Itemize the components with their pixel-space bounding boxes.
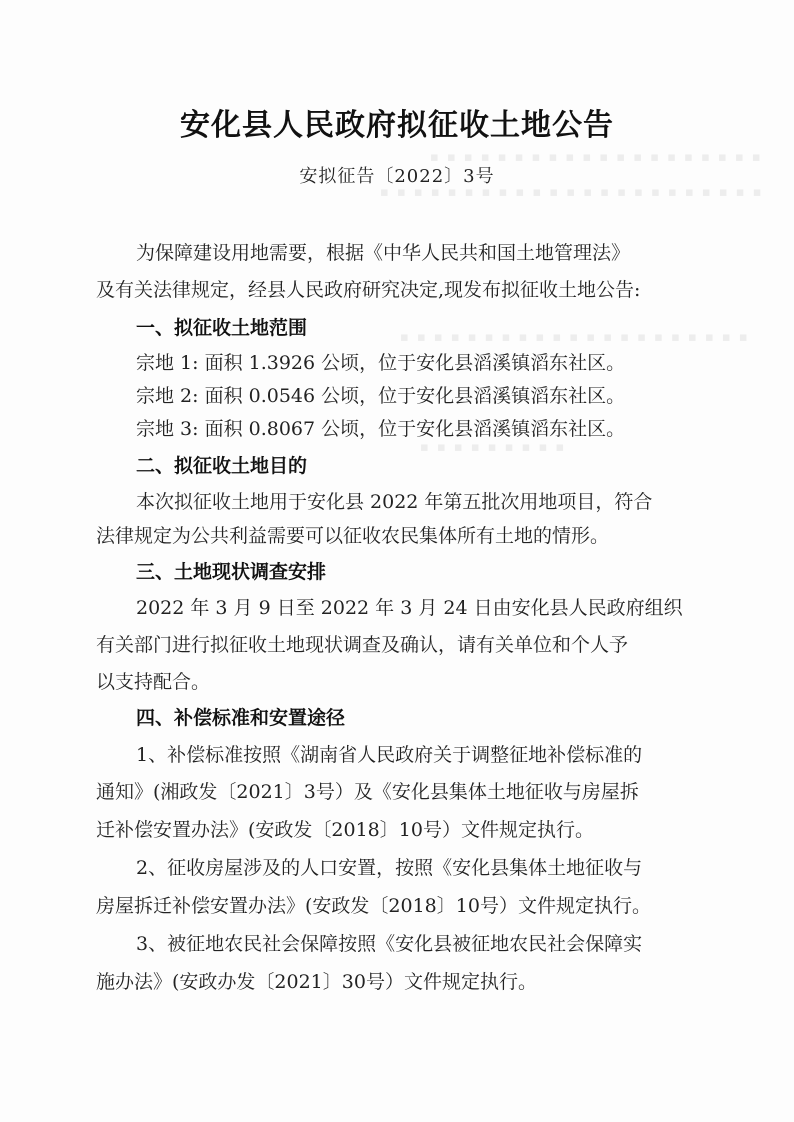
bleed-through-mark: ▪ ▪ ▪ ▪ ▪ ▪ ▪ ▪ ▪ ▪ ▪ ▪ ▪ ▪ ▪ ▪ ▪ ▪ ▪ ▪ ▪ ▪ ▪ [380, 185, 764, 200]
section-4-p1-line-1: 1、补偿标准按照《湖南省人民政府关于调整征地补偿标准的 [136, 744, 643, 766]
section-3-line-2: 有关部门进行拟征收土地现状调查及确认，请有关单位和个人予 [96, 634, 629, 656]
section-4-p1-line-2: 通知》(湘政发〔2021〕3号）及《安化县集体土地征收与房屋拆 [96, 781, 639, 803]
section-4-p3-line-2: 施办法》(安政办发〔2021〕30号）文件规定执行。 [96, 971, 537, 993]
section-2-heading: 二、拟征收土地目的 [136, 455, 308, 477]
bleed-through-mark: ▪ ▪ ▪ ▪ ▪ ▪ ▪ ▪ ▪ ▪ ▪ ▪ ▪ ▪ ▪ ▪ ▪ ▪ ▪ ▪ [430, 150, 763, 165]
section-3-line-3: 以支持配合。 [96, 671, 211, 693]
section-4-p3-line-1: 3、被征地农民社会保障按照《安化县被征地农民社会保障实 [136, 933, 643, 955]
page-title: 安化县人民政府拟征收土地公告 [180, 108, 614, 143]
intro-line-2: 及有关法律规定，经县人民政府研究决定,现发布拟征收土地公告: [96, 279, 641, 301]
parcel-3: 宗地 3: 面积 0.8067 公顷，位于安化县滔溪镇滔东社区。 [136, 418, 626, 440]
parcel-1: 宗地 1: 面积 1.3926 公顷，位于安化县滔溪镇滔东社区。 [136, 352, 626, 374]
section-4-p1-line-3: 迁补偿安置办法》(安政发〔2018〕10号）文件规定执行。 [96, 819, 594, 841]
section-2-line-1: 本次拟征收土地用于安化县 2022 年第五批次用地项目，符合 [136, 491, 653, 513]
section-3-heading: 三、土地现状调查安排 [136, 561, 327, 583]
section-4-p2-line-1: 2、征收房屋涉及的人口安置，按照《安化县集体土地征收与 [136, 857, 643, 879]
section-2-line-2: 法律规定为公共利益需要可以征收农民集体所有土地的情形。 [96, 525, 610, 547]
intro-line-1: 为保障建设用地需要，根据《中华人民共和国土地管理法》 [136, 242, 631, 264]
parcel-2: 宗地 2: 面积 0.0546 公顷，位于安化县滔溪镇滔东社区。 [136, 385, 626, 407]
section-4-p2-line-2: 房屋拆迁补偿安置办法》(安政发〔2018〕10号）文件规定执行。 [96, 895, 651, 917]
document-number: 安拟征告〔2022〕3号 [299, 166, 495, 187]
section-3-line-1: 2022 年 3 月 9 日至 2022 年 3 月 24 日由安化县人民政府组织 [136, 597, 683, 619]
section-1-heading: 一、拟征收土地范围 [136, 317, 308, 339]
section-4-heading: 四、补偿标准和安置途径 [136, 707, 346, 729]
bleed-through-mark: ▪ ▪ ▪ ▪ ▪ ▪ ▪ ▪ ▪ ▪ ▪ ▪ ▪ ▪ ▪ ▪ ▪ ▪ ▪ ▪ ▪ [400, 330, 750, 345]
bleed-through-mark: ▪ ▪ ▪ ▪ ▪ ▪ ▪ ▪ ▪ [420, 440, 567, 455]
